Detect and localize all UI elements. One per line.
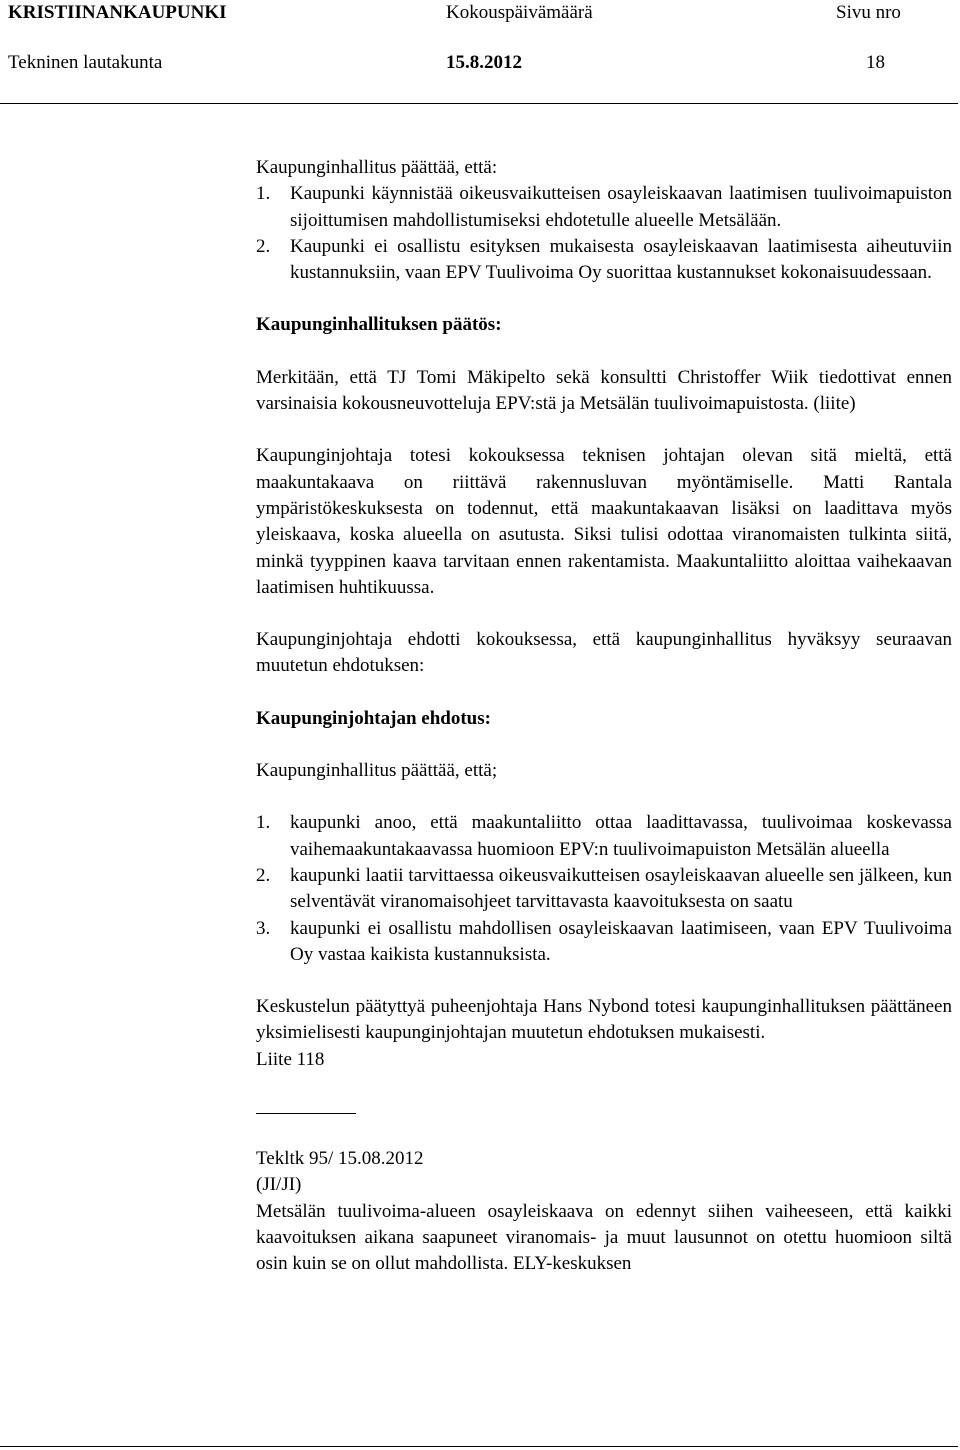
paragraph: Kaupunginjohtaja ehdotti kokouksessa, että kaupunginhallitus hyväksyy seuraavan muutetun ehdotuksen: — [256, 629, 952, 677]
list-number: 2. — [256, 864, 271, 886]
footer-divider — [0, 1446, 958, 1447]
list-text: kaupunki laatii tarvittaessa oikeusvaikutteisen osayleiskaavan alueelle sen jälkeen, kun selventävät viranomaisohjeet tarvittavasta kaavoituksesta on saatu — [290, 864, 952, 913]
decision-heading: Kaupunginhallituksen päätös: — [256, 314, 502, 336]
reference-line: Tekltk 95/ 15.08.2012 — [256, 1148, 424, 1170]
list-text: Kaupunki käynnistää oikeusvaikutteisen osayleiskaavan laatimisen tuulivoimapuiston sijoittumisen mahdollistumiseksi ehdotetulle alueelle Metsälään. — [290, 183, 952, 231]
date-label: Kokouspäivämäärä — [446, 2, 593, 23]
list-text: kaupunki ei osallistu mahdollisen osayleiskaavan laatimiseen, vaan EPV Tuulivoima Oy vastaa kaikista kustannuksista. — [290, 917, 952, 965]
paragraph: Merkitään, että TJ Tomi Mäkipelto sekä konsultti Christoffer Wiik tiedottivat ennen varsinaisia kokousneuvotteluja EPV:stä ja Metsälän tuulivoimapuistosta. (liite) — [256, 366, 952, 415]
list-text: kaupunki anoo, että maakuntaliitto ottaa laadittavassa, tuulivoimaa koskevassa vaihemaakuntakaavassa huomioon EPV:n tuulivoimapuiston Metsälän alueella — [290, 812, 952, 860]
list-item — [256, 916, 952, 969]
list-number: 1. — [256, 812, 271, 834]
page-label: Sivu nro — [836, 2, 901, 23]
list-item — [256, 810, 952, 863]
list-number: 2. — [256, 235, 271, 257]
committee-name: Tekninen lautakunta — [8, 52, 163, 73]
intro-text: Kaupunginhallitus päättää, että; — [256, 760, 498, 782]
paragraph: Keskustelun päätyttyä puheenjohtaja Hans Nybond totesi kaupunginhallituksen päättäneen yksimielisesti kaupunginjohtajan muutetun ehdotuksen mukaisesti. — [256, 996, 952, 1044]
list-item — [256, 234, 952, 287]
intro-text: Kaupunginhallitus päättää, että: — [256, 157, 498, 178]
initials: (JI/JI) — [256, 1174, 302, 1196]
separator-line — [256, 1113, 356, 1114]
list-item — [256, 863, 952, 916]
paragraph: Kaupunginjohtaja totesi kokouksessa teknisen johtajan olevan sitä mieltä, että maakuntakaava on riittävä rakennusluvan myöntämiselle. Matti Rantala ympäristökeskuksesta on todennut, että maakuntakaavan lisäksi on laadittava myös yleiskaava, koska alueella on asutusta. Siksi tulisi odottaa viranomaisten tulkinta siitä, minkä tyyppinen kaava tarvitaan ennen rakentamista. Maakuntaliitto aloittaa vaihekaavan laatimisen huhtikuussa. — [256, 445, 952, 598]
org-name: KRISTIINANKAUPUNKI — [8, 2, 227, 23]
list-number: 3. — [256, 917, 271, 939]
attachment-ref: Liite 118 — [256, 1048, 325, 1070]
list-item — [256, 181, 952, 234]
list-number: 1. — [256, 183, 271, 205]
header-divider — [0, 103, 958, 104]
meeting-date: 15.8.2012 — [446, 52, 522, 73]
document-body — [256, 155, 952, 1278]
paragraph: Metsälän tuulivoima-alueen osayleiskaava on edennyt siihen vaiheeseen, että kaikki kaavoituksen aikana saapuneet viranomais- ja muut lausunnot on otettu huomioon siltä osin kuin se on ollut mahdollista. ELY-keskuksen — [256, 1200, 952, 1275]
proposal-heading: Kaupunginjohtajan ehdotus: — [256, 707, 491, 729]
page-number: 18 — [866, 52, 885, 73]
list-text: Kaupunki ei osallistu esityksen mukaisesta osayleiskaavan laatimisesta aiheutuviin kustannuksiin, vaan EPV Tuulivoima Oy suorittaa kustannukset kokonaisuudessaan. — [290, 235, 952, 284]
